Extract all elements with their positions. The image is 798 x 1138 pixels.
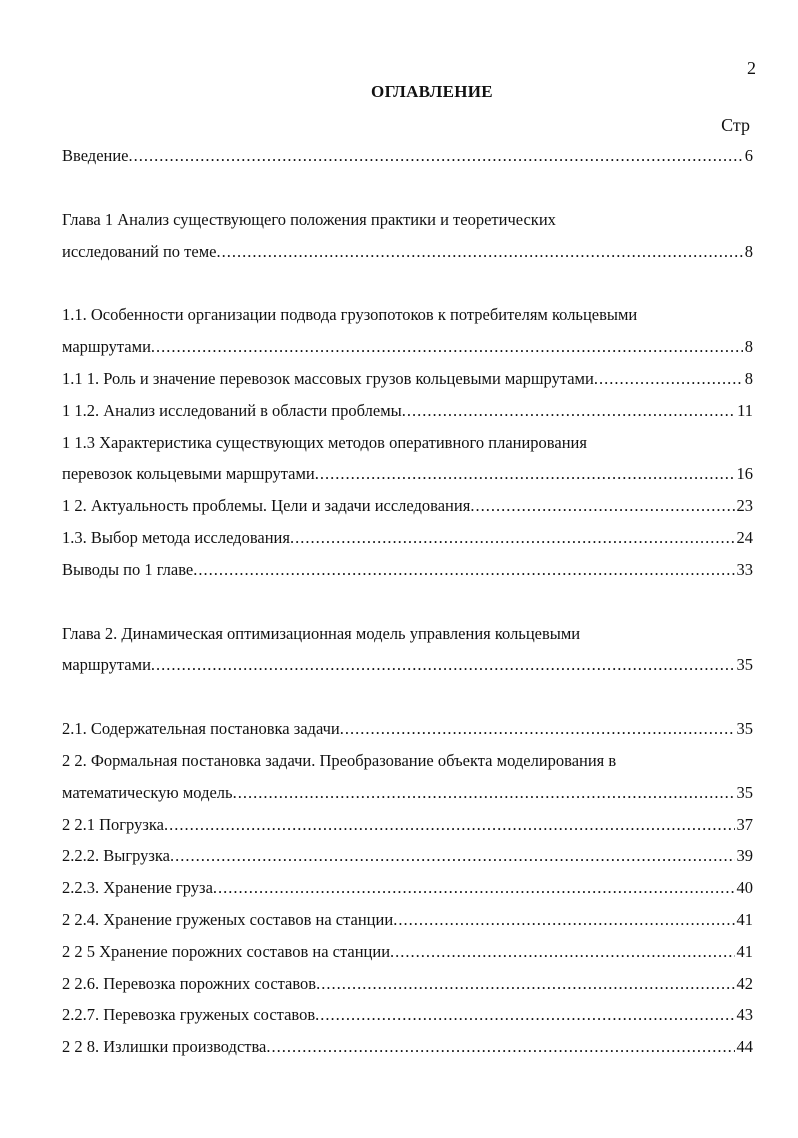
toc-entry-intro[interactable] (62, 140, 753, 172)
toc-entry-title: 1 1.3 Характеристика существующих методов оперативного планирования (62, 432, 587, 452)
toc-entry-title: 2.2.2. Выгрузка (62, 846, 170, 866)
toc-entry-title: Выводы по 1 главе (62, 559, 194, 579)
toc-entry-2-2-4[interactable] (62, 904, 753, 936)
toc-entry-title: Глава 1 Анализ существующего положения практики и теоретических (62, 209, 556, 229)
toc-entry-2-2-2[interactable] (62, 840, 753, 872)
toc-entry-title-cont: маршрутами (62, 655, 151, 675)
toc-entry-page: 37 (736, 814, 753, 834)
dot-leader (594, 363, 743, 395)
dot-leader (393, 904, 734, 936)
toc-entry-2-2-5[interactable] (62, 936, 753, 968)
dot-leader (151, 649, 735, 681)
toc-entry-page: 8 (744, 241, 753, 261)
toc-entry-page: 39 (736, 846, 753, 866)
dot-leader (266, 1031, 734, 1063)
toc-entry-page: 40 (736, 878, 753, 898)
dot-leader (470, 490, 734, 522)
toc-entry-page: 35 (736, 782, 753, 802)
toc-entry-page: 35 (736, 719, 753, 739)
toc-entry-title: 2 2 8. Излишки производства (62, 1037, 267, 1057)
dot-leader (315, 999, 734, 1031)
dot-leader (193, 554, 734, 586)
toc-entry-1-3[interactable] (62, 522, 753, 554)
toc-entry-title: 2 2 5 Хранение порожних составов на станции (62, 941, 391, 961)
toc-entry-page: 42 (736, 973, 753, 993)
toc-entry-title: 2.2.3. Хранение груза (62, 878, 213, 898)
dot-leader (233, 777, 735, 809)
toc-entry-title: 1 2. Актуальность проблемы. Цели и задачи исследования (62, 496, 471, 516)
dot-leader (151, 331, 743, 363)
toc-entry-chapter-1[interactable] (62, 204, 753, 268)
toc-entry-1-1-2[interactable] (62, 395, 753, 427)
toc-entry-page: 24 (736, 527, 753, 547)
dot-leader (290, 522, 735, 554)
page-column-label: Стр (721, 115, 750, 135)
toc-entry-page: 41 (736, 941, 753, 961)
toc-entry-2-2-3[interactable] (62, 872, 753, 904)
toc-entry-title: 1 1.2. Анализ исследований в области проблемы (62, 400, 402, 420)
page-number: 2 (747, 58, 756, 78)
toc-entry-page: 8 (744, 368, 753, 388)
toc-entry-title: Глава 2. Динамическая оптимизационная модель управления кольцевыми (62, 623, 581, 643)
table-of-contents (62, 140, 753, 1063)
toc-entry-title: 2 2.1 Погрузка (62, 814, 164, 834)
dot-leader (402, 395, 735, 427)
toc-entry-2-1[interactable] (62, 713, 753, 745)
toc-entry-page: 8 (744, 337, 753, 357)
dot-leader (390, 936, 734, 968)
dot-leader (170, 840, 735, 872)
toc-entry-page: 16 (736, 464, 753, 484)
toc-entry-2-2-1[interactable] (62, 809, 753, 841)
toc-entry-title-cont: перевозок кольцевыми маршрутами (62, 464, 315, 484)
toc-entry-title-cont: маршрутами (62, 337, 151, 357)
toc-entry-1-1[interactable] (62, 299, 753, 363)
toc-entry-title: 2 2.4. Хранение груженых составов на станции (62, 909, 394, 929)
page-title: ОГЛАВЛЕНИЕ (371, 82, 493, 101)
toc-entry-page: 44 (736, 1037, 753, 1057)
toc-entry-title: 2 2.6. Перевозка порожних составов (62, 973, 317, 993)
toc-entry-2-2[interactable] (62, 745, 753, 809)
dot-leader (216, 236, 742, 268)
toc-entry-conclusions-1[interactable] (62, 554, 753, 586)
toc-entry-1-1-1[interactable] (62, 363, 753, 395)
toc-entry-title: 1.1. Особенности организации подвода грузопотоков к потребителям кольцевыми (62, 305, 638, 325)
toc-entry-page: 23 (736, 496, 753, 516)
toc-entry-title: Введение (62, 146, 129, 165)
dot-leader (316, 968, 734, 1000)
toc-entry-page: 11 (737, 400, 753, 420)
toc-entry-title: 1.1 1. Роль и значение перевозок массовых грузов кольцевыми маршрутами (62, 368, 594, 388)
toc-entry-title-cont: математическую модель (62, 782, 233, 802)
toc-entry-1-2[interactable] (62, 490, 753, 522)
toc-entry-2-2-6[interactable] (62, 968, 753, 1000)
toc-entry-title: 1.3. Выбор метода исследования (62, 527, 290, 547)
toc-entry-page: 6 (744, 146, 753, 165)
dot-leader (315, 458, 735, 490)
dot-leader (340, 713, 735, 745)
toc-entry-title: 2 2. Формальная постановка задачи. Преобразование объекта моделирования в (62, 750, 617, 770)
toc-entry-1-1-3[interactable] (62, 427, 753, 491)
toc-entry-title: 2.1. Содержательная постановка задачи (62, 719, 340, 739)
toc-entry-page: 33 (736, 559, 753, 579)
toc-entry-2-2-7[interactable] (62, 999, 753, 1031)
toc-entry-2-2-8[interactable] (62, 1031, 753, 1063)
toc-entry-page: 35 (736, 655, 753, 675)
dot-leader (129, 140, 743, 172)
toc-entry-title: 2.2.7. Перевозка груженых составов (62, 1005, 316, 1025)
toc-entry-chapter-2[interactable] (62, 618, 753, 682)
dot-leader (213, 872, 735, 904)
toc-entry-title-cont: исследований по теме (62, 241, 217, 261)
dot-leader (164, 809, 735, 841)
toc-entry-page: 41 (736, 909, 753, 929)
toc-entry-page: 43 (736, 1005, 753, 1025)
